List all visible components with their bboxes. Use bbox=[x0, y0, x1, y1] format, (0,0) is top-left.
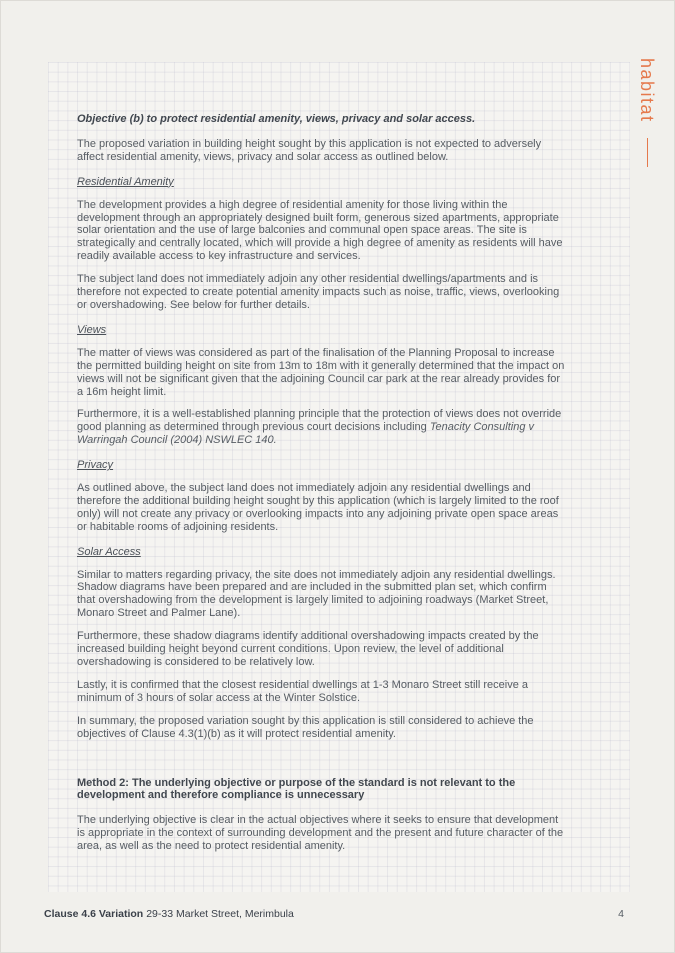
views-heading: Views bbox=[77, 323, 107, 336]
solar-access-paragraph-3: Lastly, it is confirmed that the closest residential dwellings at 1-3 Monaro Street still receive a minimum of 3 hours of solar access at the Winter Solstice. bbox=[77, 678, 528, 704]
residential-amenity-heading: Residential Amenity bbox=[77, 175, 174, 188]
page-number: 4 bbox=[618, 908, 624, 920]
document-body bbox=[77, 113, 566, 863]
footer-doc-title bbox=[44, 908, 294, 920]
method-2-paragraph: The underlying objective is clear in the actual objectives where it seeks to ensure that development is appropriate in the context of surrounding development and the present and future character of the area, as well as the need to protect residential amenity. bbox=[77, 814, 564, 853]
intro-paragraph: The proposed variation in building height sought by this application is not expected to adversely affect residential amenity, views, privacy and solar access as outlined below. bbox=[77, 137, 542, 163]
footer-subtitle: 29-33 Market Street, Merimbula bbox=[146, 908, 294, 920]
habitat-logo: habitat bbox=[637, 58, 657, 123]
solar-access-heading: Solar Access bbox=[77, 545, 141, 558]
privacy-paragraph: As outlined above, the subject land does not immediately adjoin any residential dwellings and therefore the additional building height sought by this application (which is largely limited to the roof only) will not create any privacy or overlooking impacts into any adjoining private open space areas or habitable rooms of adjoining residents. bbox=[77, 482, 559, 533]
summary-paragraph: In summary, the proposed variation sought by this application is still considered to achieve the objectives of Clause 4.3(1)(b) as it will protect residential amenity. bbox=[77, 714, 534, 740]
page-footer bbox=[44, 908, 624, 920]
method-2-heading: Method 2: The underlying objective or purpose of the standard is not relevant to the development and therefore compliance is unnecessary bbox=[77, 776, 516, 802]
residential-amenity-paragraph-1: The development provides a high degree of residential amenity for those living within the development through an appropriately designed built form, generous sized apartments, appropriate solar orientation and the use of large balconies and communal open space areas. The site is strategically and centrally located, which will provide a high degree of amenity as residents will have readily available access to key infrastructure and services. bbox=[77, 198, 563, 263]
views-paragraph-1: The matter of views was considered as part of the finalisation of the Planning Proposal to increase the permitted building height on site from 13m to 18m with it generally determined that the impact on views will not be significant given that the adjoining Council car park at the rear already provides for a 16m height limit. bbox=[77, 346, 565, 398]
residential-amenity-paragraph-2: The subject land does not immediately adjoin any other residential dwellings/apartments and is therefore not expected to create potential amenity impacts such as noise, traffic, views, overlooking or overshadowing. See below for further details. bbox=[77, 273, 560, 311]
privacy-heading: Privacy bbox=[77, 459, 114, 472]
footer-title-bold: Clause 4.6 Variation bbox=[44, 908, 144, 920]
solar-access-paragraph-2: Furthermore, these shadow diagrams identify additional overshadowing impacts created by the increased building height beyond current conditions. Upon review, the level of additional overshadowing is considered to be relatively low. bbox=[77, 630, 539, 668]
objective-b-heading: Objective (b) to protect residential amenity, views, privacy and solar access. bbox=[77, 113, 476, 125]
habitat-logo-dash bbox=[647, 138, 649, 167]
views-paragraph-2: Furthermore, it is a well-established planning principle that the protection of views does not override good planning as determined through previous court decisions including Tenacity Consulting v Warringah Council (2004) NSWLEC 140. bbox=[77, 408, 562, 447]
solar-access-paragraph-1: Similar to matters regarding privacy, the site does not immediately adjoin any residential dwellings. Shadow diagrams have been prepared and are included in the submitted plan set, which confirm that overshadowing from the development is largely limited to adjoining roadways (Market Street, Monaro Street and Palmer Lane). bbox=[77, 568, 556, 620]
